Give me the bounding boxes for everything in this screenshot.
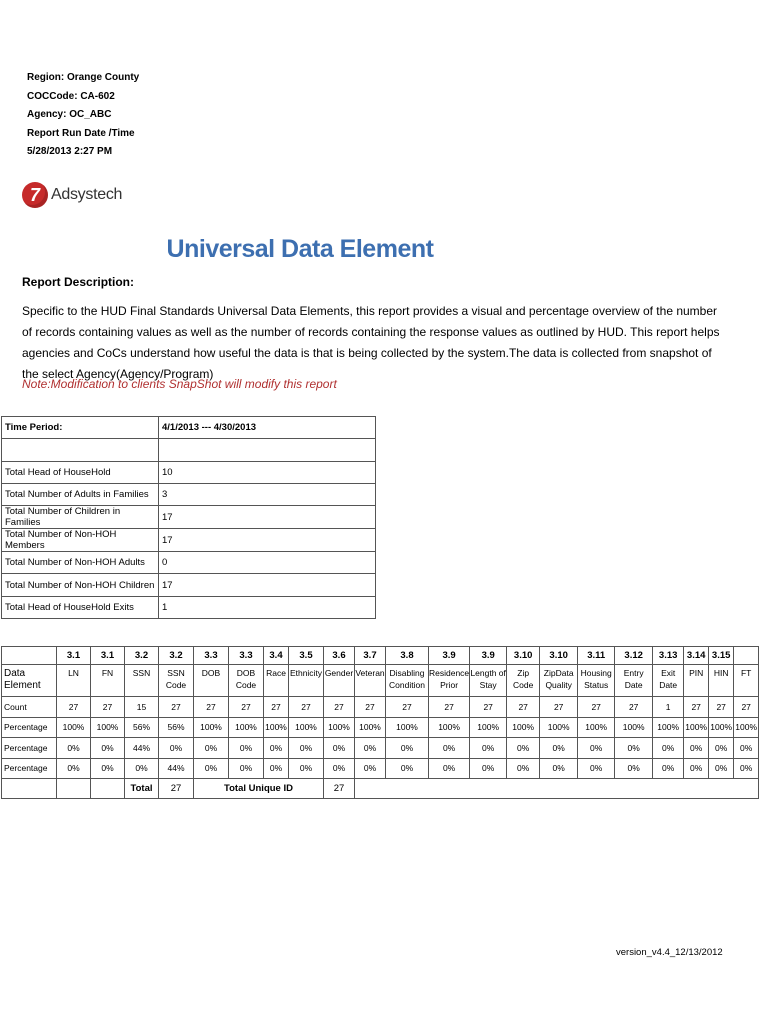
percentage-cell: 0% (125, 758, 159, 779)
total-unique-id-label: Total Unique ID (194, 779, 324, 799)
percentage-cell: 0% (57, 758, 91, 779)
element-label: Residence Prior (429, 665, 470, 697)
element-number: 3.13 (653, 647, 684, 665)
summary-label: Total Number of Non-HOH Adults (2, 552, 159, 574)
percentage-cell: 0% (684, 738, 709, 759)
percentage-cell: 0% (194, 758, 229, 779)
percentage-cell: 100% (289, 717, 324, 738)
summary-value: 10 (159, 461, 376, 483)
totals-empty-cell (355, 779, 759, 799)
percentage-row (2, 717, 759, 738)
count-row (2, 697, 759, 718)
percentage-cell: 56% (159, 717, 194, 738)
percentage-cell: 0% (57, 738, 91, 759)
version-label: version_v4.4_12/13/2012 (616, 947, 723, 958)
summary-row (2, 596, 376, 618)
summary-row (2, 483, 376, 505)
blank-row (2, 439, 376, 461)
logo-mark-icon: 7 (22, 182, 48, 208)
time-period-table (1, 416, 376, 619)
blank-cell (159, 439, 376, 461)
summary-row (2, 552, 376, 574)
element-number: 3.11 (578, 647, 615, 665)
percentage-cell: 0% (355, 758, 386, 779)
percentage-cell: 0% (507, 738, 540, 759)
element-number: 3.9 (470, 647, 507, 665)
element-number: 3.7 (355, 647, 386, 665)
percentage-cell: 0% (578, 738, 615, 759)
percentage-cell: 0% (709, 738, 734, 759)
element-number (734, 647, 759, 665)
percentage-cell: 0% (507, 758, 540, 779)
description-text: Specific to the HUD Final Standards Universal Data Elements, this report provides a visual and percentage overview of the number of records containing values as well as the number of records containing the response values as outlined by HUD. This report helps agencies and CoCs understand how useful the data is that is being collected by the system.The data is collected from snapshot of the select Agency(Agency/Program) (22, 304, 720, 381)
percentage-row (2, 758, 759, 779)
data-element-table (1, 646, 759, 799)
summary-label: Total Number of Non-HOH Members (2, 529, 159, 552)
element-label: SSN (125, 665, 159, 697)
summary-value: 17 (159, 506, 376, 529)
percentage-cell: 100% (709, 717, 734, 738)
element-number: 3.4 (264, 647, 289, 665)
percentage-cell: 100% (684, 717, 709, 738)
summary-value: 3 (159, 483, 376, 505)
percentage-header: Percentage (2, 758, 57, 779)
element-number: 3.8 (386, 647, 429, 665)
percentage-cell: 100% (470, 717, 507, 738)
percentage-cell: 0% (91, 758, 125, 779)
region-line: Region: Orange County (27, 72, 140, 83)
count-cell: 27 (57, 697, 91, 718)
totals-empty-cell (57, 779, 91, 799)
percentage-cell: 100% (540, 717, 578, 738)
percentage-cell: 0% (194, 738, 229, 759)
count-cell: 27 (709, 697, 734, 718)
summary-label: Total Number of Children in Families (2, 506, 159, 529)
percentage-cell: 44% (159, 758, 194, 779)
percentage-cell: 100% (264, 717, 289, 738)
element-label: Entry Date (615, 665, 653, 697)
summary-value: 0 (159, 552, 376, 574)
time-period-row (2, 417, 376, 439)
summary-row (2, 574, 376, 596)
percentage-cell: 0% (470, 738, 507, 759)
count-cell: 27 (289, 697, 324, 718)
element-number: 3.12 (615, 647, 653, 665)
percentage-cell: 0% (159, 738, 194, 759)
element-label: Zip Code (507, 665, 540, 697)
percentage-cell: 0% (324, 758, 355, 779)
percentage-cell: 0% (264, 738, 289, 759)
count-cell: 27 (194, 697, 229, 718)
element-label: Exit Date (653, 665, 684, 697)
report-header (27, 69, 139, 162)
percentage-cell: 0% (709, 758, 734, 779)
percentage-cell: 56% (125, 717, 159, 738)
element-label: Race (264, 665, 289, 697)
time-period-value: 4/1/2013 --- 4/30/2013 (159, 417, 376, 439)
agency-line: Agency: OC_ABC (27, 109, 112, 120)
percentage-cell: 100% (194, 717, 229, 738)
summary-label: Total Head of HouseHold (2, 461, 159, 483)
count-cell: 27 (507, 697, 540, 718)
element-number: 3.10 (540, 647, 578, 665)
percentage-cell: 0% (429, 758, 470, 779)
count-header: Count (2, 697, 57, 718)
element-number: 3.2 (125, 647, 159, 665)
data-element-header: Data Element (2, 665, 57, 697)
percentage-cell: 100% (507, 717, 540, 738)
element-number: 3.10 (507, 647, 540, 665)
total-unique-id-value: 27 (324, 779, 355, 799)
count-cell: 15 (125, 697, 159, 718)
element-label-row (2, 665, 759, 697)
percentage-cell: 100% (57, 717, 91, 738)
summary-row (2, 529, 376, 552)
element-number: 3.1 (91, 647, 125, 665)
summary-row (2, 506, 376, 529)
percentage-cell: 0% (429, 738, 470, 759)
percentage-cell: 0% (355, 738, 386, 759)
percentage-cell: 0% (578, 758, 615, 779)
element-label: SSN Code (159, 665, 194, 697)
summary-label: Total Number of Adults in Families (2, 483, 159, 505)
percentage-cell: 100% (355, 717, 386, 738)
element-label: LN (57, 665, 91, 697)
percentage-header: Percentage (2, 717, 57, 738)
count-cell: 27 (355, 697, 386, 718)
page-title: Universal Data Element (166, 235, 434, 263)
percentage-cell: 100% (578, 717, 615, 738)
percentage-cell: 0% (91, 738, 125, 759)
count-cell: 27 (470, 697, 507, 718)
total-label: Total (125, 779, 159, 799)
percentage-cell: 100% (734, 717, 759, 738)
percentage-cell: 100% (229, 717, 264, 738)
count-cell: 27 (684, 697, 709, 718)
percentage-cell: 0% (615, 758, 653, 779)
element-number: 3.1 (57, 647, 91, 665)
count-cell: 27 (264, 697, 289, 718)
element-label: Ethnicity (289, 665, 324, 697)
element-label: Housing Status (578, 665, 615, 697)
element-label: PIN (684, 665, 709, 697)
modification-note: Note:Modification to clients SnapShot will modify this report (22, 377, 337, 391)
percentage-cell: 0% (540, 738, 578, 759)
percentage-header: Percentage (2, 738, 57, 759)
count-cell: 27 (386, 697, 429, 718)
element-label: FT (734, 665, 759, 697)
percentage-cell: 0% (289, 738, 324, 759)
count-cell: 27 (615, 697, 653, 718)
logo-text: Adsystech (51, 186, 123, 203)
element-label: HIN (709, 665, 734, 697)
coc-code-line: COCCode: CA-602 (27, 90, 115, 102)
element-label: DOB (194, 665, 229, 697)
percentage-cell: 0% (264, 758, 289, 779)
count-cell: 27 (429, 697, 470, 718)
percentage-cell: 100% (653, 717, 684, 738)
element-label: Gender (324, 665, 355, 697)
element-number: 3.9 (429, 647, 470, 665)
description-label: Report Description: (22, 275, 135, 289)
element-number: 3.14 (684, 647, 709, 665)
percentage-cell: 0% (615, 738, 653, 759)
element-label: Disabling Condition (386, 665, 429, 697)
element-number: 3.3 (194, 647, 229, 665)
percentage-cell: 0% (734, 738, 759, 759)
corner-cell (2, 647, 57, 665)
count-cell: 1 (653, 697, 684, 718)
element-label: FN (91, 665, 125, 697)
percentage-cell: 0% (289, 758, 324, 779)
element-number: 3.6 (324, 647, 355, 665)
percentage-cell: 100% (91, 717, 125, 738)
count-cell: 27 (229, 697, 264, 718)
percentage-cell: 0% (386, 738, 429, 759)
element-label: Veteran (355, 665, 386, 697)
totals-empty-cell (91, 779, 125, 799)
run-date-value: 5/28/2013 2:27 PM (27, 146, 113, 157)
percentage-cell: 0% (229, 758, 264, 779)
element-label: ZipData Quality (540, 665, 578, 697)
percentage-cell: 44% (125, 738, 159, 759)
time-period-label: Time Period: (2, 417, 159, 439)
percentage-cell: 100% (429, 717, 470, 738)
element-number: 3.3 (229, 647, 264, 665)
adsystech-logo (22, 182, 122, 208)
run-date-label: Report Run Date /Time (27, 127, 135, 139)
element-label: DOB Code (229, 665, 264, 697)
totals-empty-cell (2, 779, 57, 799)
count-cell: 27 (159, 697, 194, 718)
percentage-cell: 0% (470, 758, 507, 779)
count-cell: 27 (578, 697, 615, 718)
percentage-cell: 0% (386, 758, 429, 779)
count-cell: 27 (734, 697, 759, 718)
blank-cell (2, 439, 159, 461)
percentage-cell: 0% (653, 758, 684, 779)
percentage-cell: 0% (229, 738, 264, 759)
summary-value: 1 (159, 596, 376, 618)
summary-row (2, 461, 376, 483)
element-label: Length of Stay (470, 665, 507, 697)
element-number: 3.15 (709, 647, 734, 665)
summary-label: Total Head of HouseHold Exits (2, 596, 159, 618)
percentage-cell: 0% (653, 738, 684, 759)
count-cell: 27 (540, 697, 578, 718)
element-number: 3.2 (159, 647, 194, 665)
percentage-cell: 100% (615, 717, 653, 738)
percentage-cell: 0% (540, 758, 578, 779)
summary-value: 17 (159, 574, 376, 596)
percentage-cell: 100% (386, 717, 429, 738)
count-cell: 27 (324, 697, 355, 718)
total-value: 27 (159, 779, 194, 799)
percentage-row (2, 738, 759, 759)
percentage-cell: 100% (324, 717, 355, 738)
totals-row (2, 779, 759, 799)
summary-label: Total Number of Non-HOH Children (2, 574, 159, 596)
percentage-cell: 0% (684, 758, 709, 779)
element-number: 3.5 (289, 647, 324, 665)
summary-value: 17 (159, 529, 376, 552)
percentage-cell: 0% (734, 758, 759, 779)
count-cell: 27 (91, 697, 125, 718)
percentage-cell: 0% (324, 738, 355, 759)
element-number-row (2, 647, 759, 665)
